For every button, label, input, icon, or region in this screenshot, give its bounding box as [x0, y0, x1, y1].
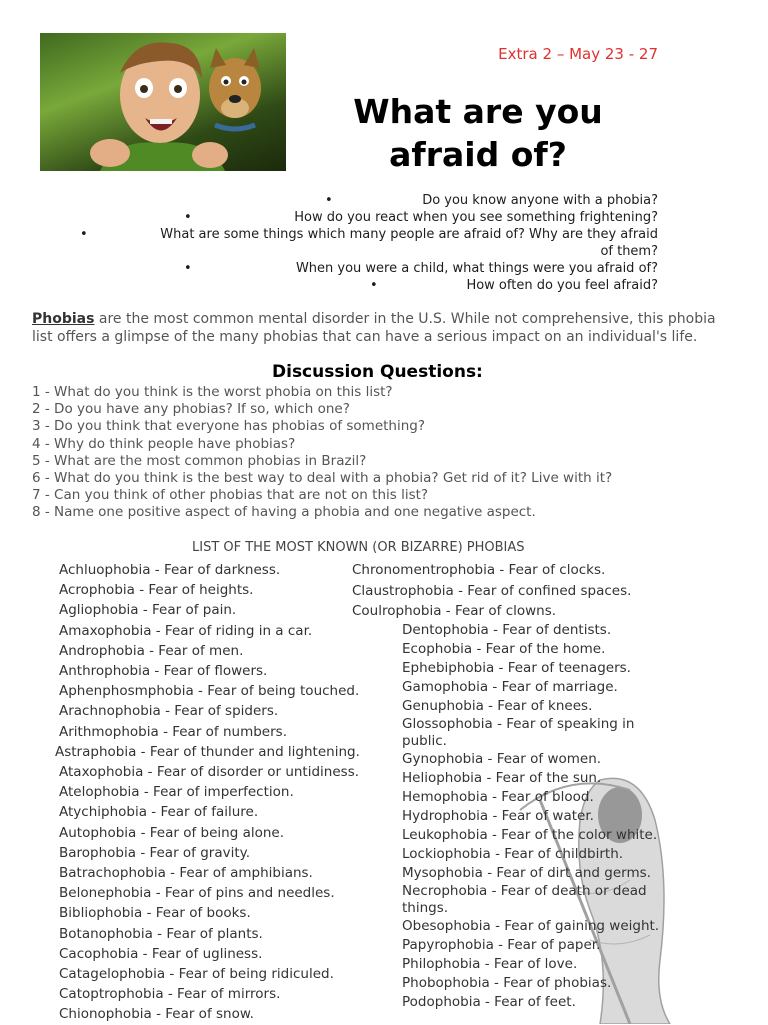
list-item: Ecophobia - Fear of the home.: [402, 641, 606, 657]
list-item: Atelophobia - Fear of imperfection.: [59, 784, 294, 801]
list-item: Heliophobia - Fear of the sun.: [402, 770, 602, 786]
list-item: Arachnophobia - Fear of spiders.: [59, 703, 279, 720]
phobia-list-title: LIST OF THE MOST KNOWN (OR BIZARRE) PHOBIAS: [192, 540, 525, 555]
list-item: Amaxophobia - Fear of riding in a car.: [59, 622, 313, 639]
intro-paragraph: [32, 311, 722, 346]
list-item: Achluophobia - Fear of darkness.: [59, 562, 281, 578]
list-item: Claustrophobia - Fear of confined spaces.: [352, 582, 632, 599]
list-item: • When you were a child, what things were you afraid of?: [184, 261, 658, 276]
list-item: Mysophobia - Fear of dirt and germs.: [402, 865, 651, 881]
list-item: Bibliophobia - Fear of books.: [59, 905, 251, 922]
intro-text: are the most common mental disorder in the U.S. While not comprehensive, this phobia list offers a glimpse of the many phobias that can have a serious impact on an individual's life.: [32, 311, 716, 345]
list-item: Papyrophobia - Fear of paper.: [402, 937, 601, 953]
bullet-icon: •: [184, 261, 192, 276]
discussion-title: Discussion Questions:: [272, 362, 483, 382]
phobia-column-b: [352, 560, 631, 622]
list-item: Gynophobia - Fear of women.: [402, 751, 602, 767]
list-item: Aphenphosmphobia - Fear of being touched.: [59, 683, 360, 700]
discussion-questions: [32, 384, 612, 522]
list-item: Leukophobia - Fear of the color white.: [402, 827, 658, 843]
list-item: Astraphobia - Fear of thunder and lightening.: [55, 743, 360, 760]
bullet-icon: •: [80, 227, 88, 242]
page-title: [300, 90, 656, 176]
list-item: Phobophobia - Fear of phobias.: [402, 975, 612, 991]
list-item: Gamophobia - Fear of marriage.: [402, 679, 618, 695]
list-item: Catoptrophobia - Fear of mirrors.: [59, 986, 281, 1003]
list-item: Glossophobia - Fear of speaking in public.: [402, 716, 635, 749]
list-item: Androphobia - Fear of men.: [59, 642, 244, 659]
list-item: 7 - Can you think of other phobias that are not on this list?: [32, 487, 429, 504]
bullet-icon: •: [370, 278, 378, 293]
bullet-icon: •: [325, 193, 333, 208]
list-item: Genuphobia - Fear of knees.: [402, 698, 593, 714]
list-item: Hemophobia - Fear of blood.: [402, 789, 594, 805]
list-item: 5 - What are the most common phobias in Brazil?: [32, 452, 367, 469]
scared-man-and-dog-photo: [40, 33, 286, 171]
phobia-column-c: [402, 621, 692, 1012]
list-item: 1 - What do you think is the worst phobia on this list?: [32, 384, 393, 400]
list-item: 4 - Why do think people have phobias?: [32, 435, 296, 452]
list-item: Botanophobia - Fear of plants.: [59, 925, 263, 942]
list-item: Podophobia - Fear of feet.: [402, 994, 576, 1010]
list-item: Necrophobia - Fear of death or dead things.: [402, 883, 647, 916]
list-item: 3 - Do you think that everyone has phobias of something?: [32, 418, 426, 435]
list-item: 8 - Name one positive aspect of having a phobia and one negative aspect.: [32, 504, 536, 521]
list-item: • What are some things which many people are afraid of? Why are they afraid of them?: [80, 227, 658, 259]
list-item: Agliophobia - Fear of pain.: [59, 602, 237, 619]
list-item: Belonephobia - Fear of pins and needles.: [59, 885, 335, 902]
list-item: Philophobia - Fear of love.: [402, 956, 578, 972]
list-item: Coulrophobia - Fear of clowns.: [352, 603, 557, 619]
list-item: Ataxophobia - Fear of disorder or untidiness.: [59, 764, 360, 781]
warmup-questions: [30, 192, 658, 294]
list-item: Chionophobia - Fear of snow.: [59, 1006, 254, 1023]
list-item: Acrophobia - Fear of heights.: [59, 582, 254, 599]
list-item: • Do you know anyone with a phobia?: [325, 193, 658, 208]
list-item: 6 - What do you think is the best way to deal with a phobia? Get rid of it? Live with it?: [32, 470, 613, 487]
title-line-1: What are you: [353, 92, 603, 131]
list-item: Batrachophobia - Fear of amphibians.: [59, 865, 313, 882]
phobias-keyword: Phobias: [32, 311, 95, 327]
list-item: Anthrophobia - Fear of flowers.: [59, 663, 268, 680]
list-item: Obesophobia - Fear of gaining weight.: [402, 918, 660, 934]
list-item: • How often do you feel afraid?: [370, 278, 658, 293]
list-item: Chronomentrophobia - Fear of clocks.: [352, 562, 606, 578]
list-item: • How do you react when you see something frightening?: [184, 210, 658, 225]
list-item: Barophobia - Fear of gravity.: [59, 844, 251, 861]
bullet-icon: •: [184, 210, 192, 225]
list-item: Arithmophobia - Fear of numbers.: [59, 723, 287, 740]
title-line-2: afraid of?: [389, 135, 567, 174]
list-item: 2 - Do you have any phobias? If so, which one?: [32, 401, 350, 418]
list-item: Catagelophobia - Fear of being ridiculed.: [59, 966, 334, 983]
lesson-date: Extra 2 – May 23 - 27: [498, 45, 658, 63]
phobia-column-a: [55, 560, 360, 1025]
list-item: Dentophobia - Fear of dentists.: [402, 622, 612, 638]
list-item: Hydrophobia - Fear of water.: [402, 808, 594, 824]
list-item: Atychiphobia - Fear of failure.: [59, 804, 259, 821]
list-item: Ephebiphobia - Fear of teenagers.: [402, 660, 631, 676]
list-item: Cacophobia - Fear of ugliness.: [59, 945, 263, 962]
list-item: Lockiophobia - Fear of childbirth.: [402, 846, 624, 862]
list-item: Autophobia - Fear of being alone.: [59, 824, 285, 841]
